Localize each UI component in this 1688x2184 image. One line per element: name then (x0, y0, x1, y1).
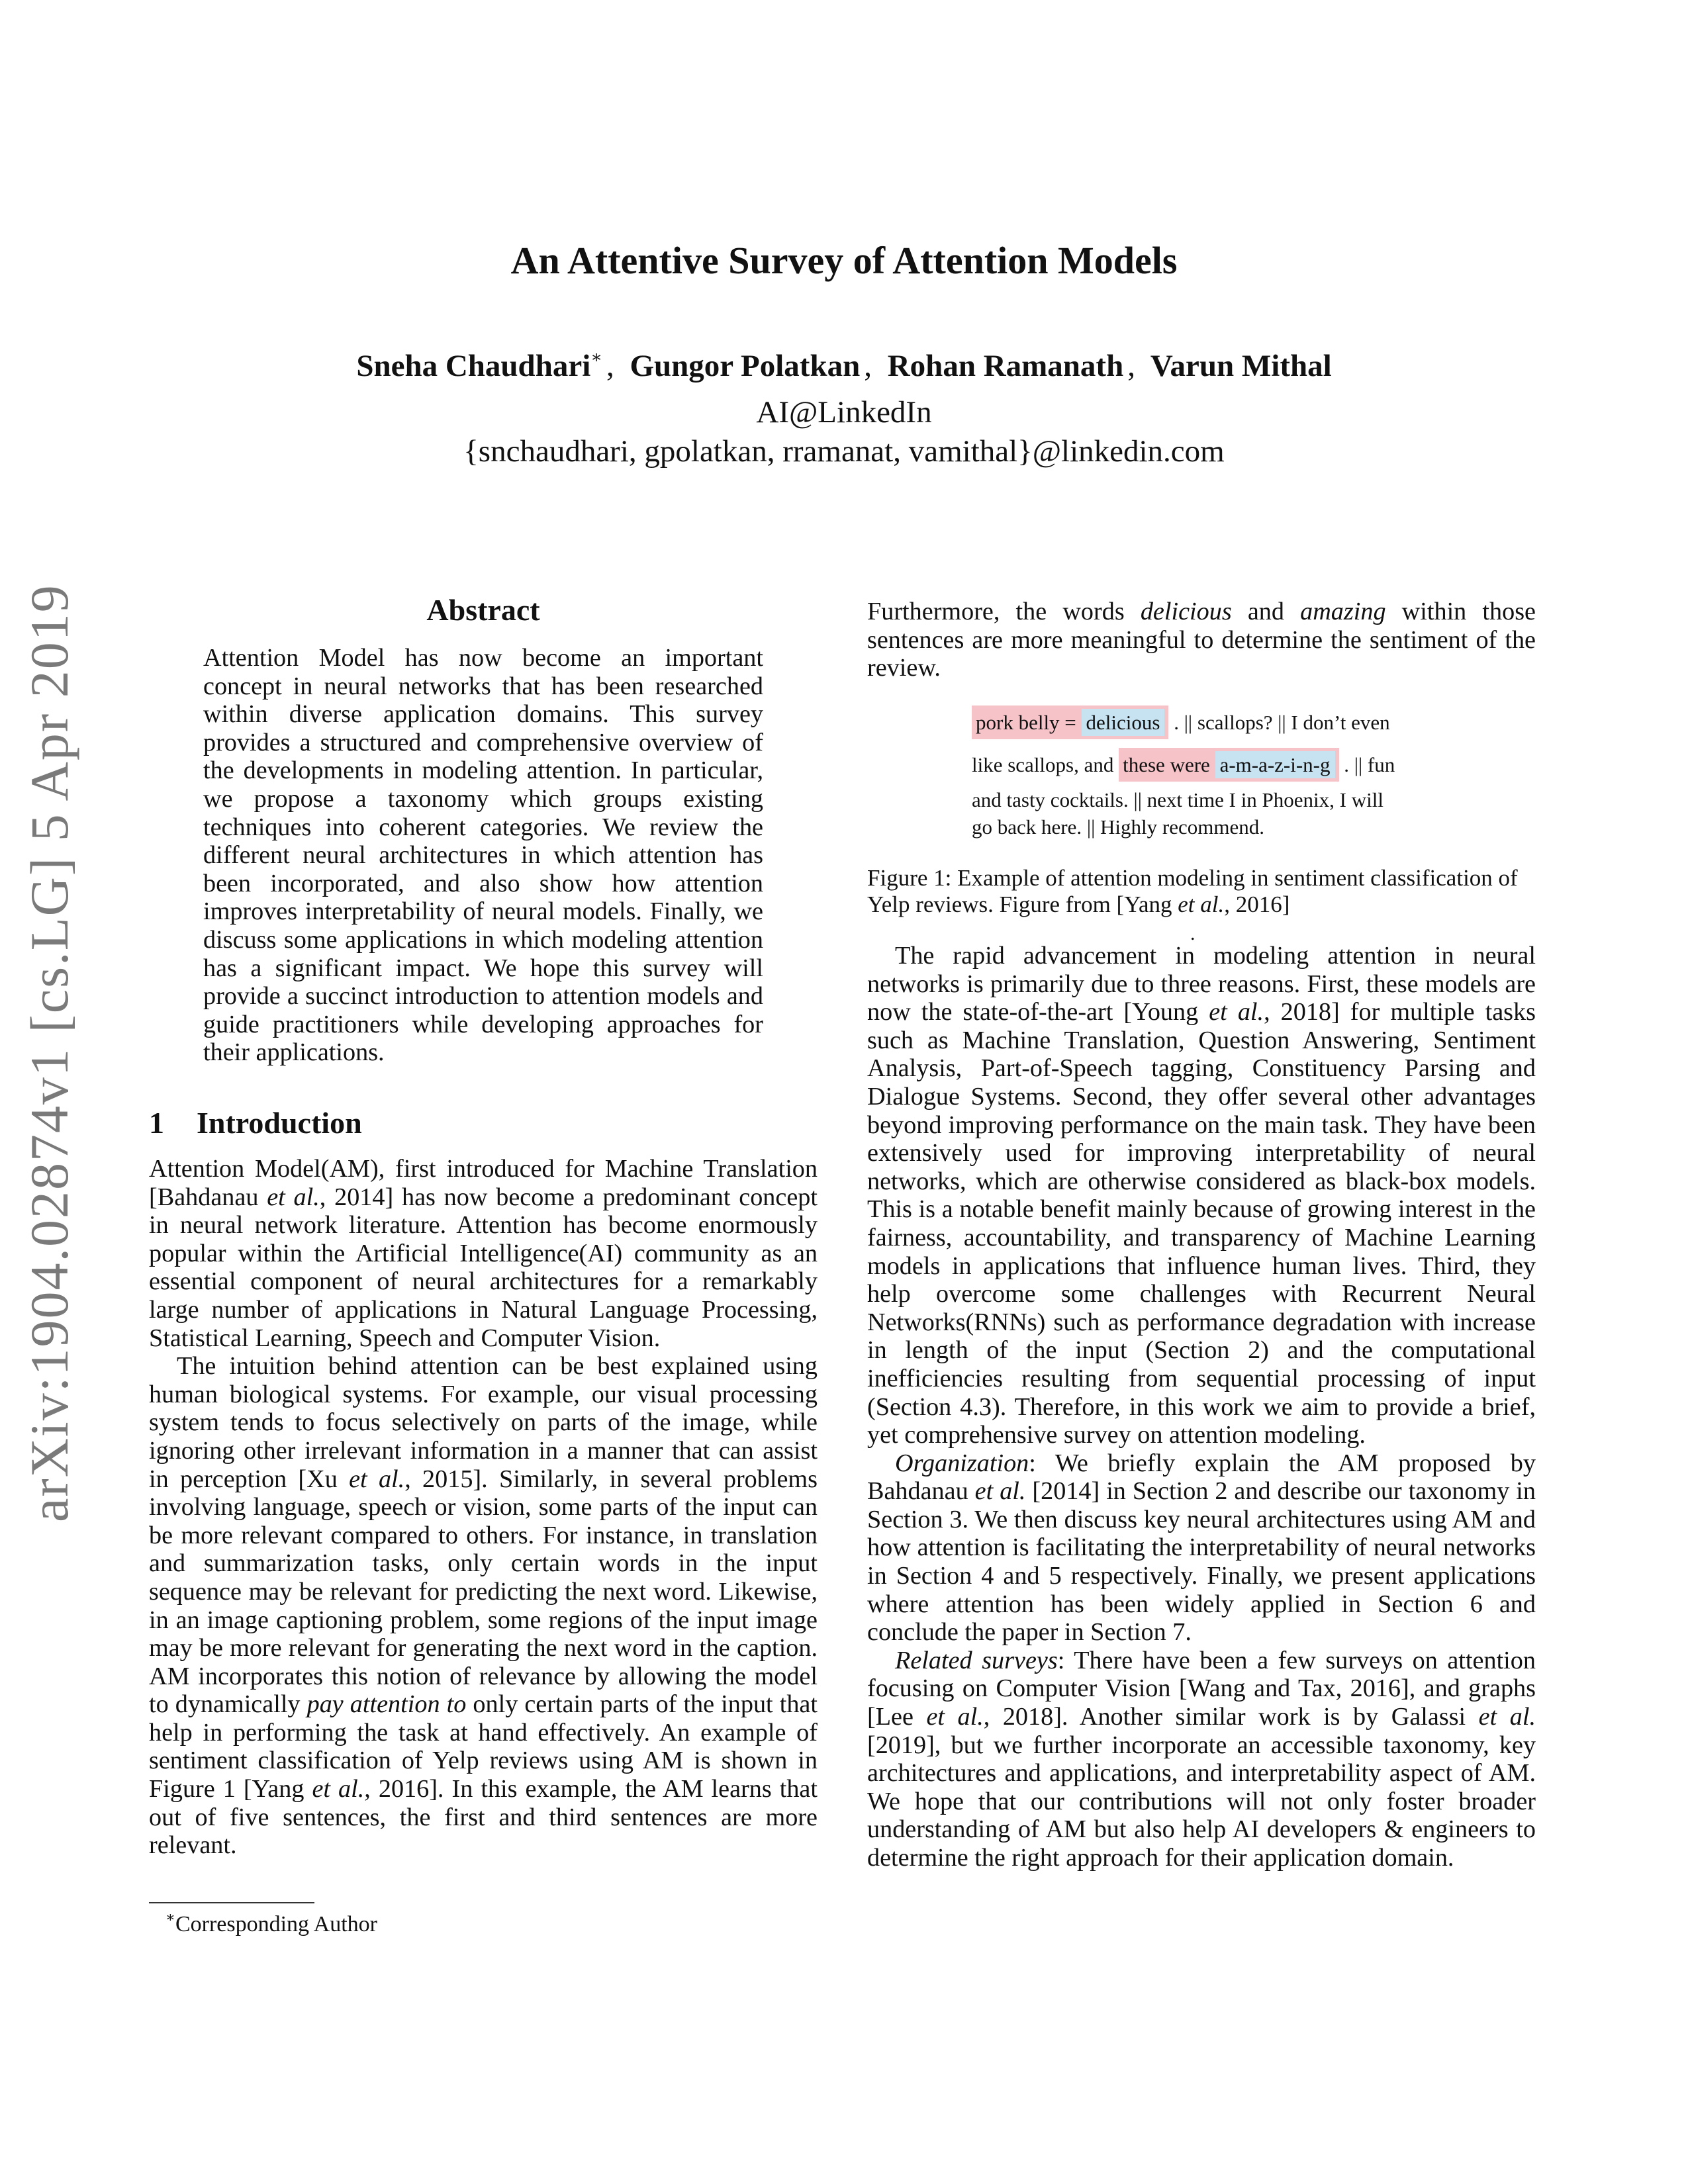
intro-paragraph: The intuition behind attention can be best explained using human biological systems. For example, our visual processing system tends to focus selectively on parts of the image, while ignoring other irrelevant information in a manner that can assist in perception [Xu et al., 2015]. Similarly, in several problems involving language, speech or vision, some parts of the input can be more relevant compared to others. For instance, in translation and summarization tasks, only certain words in the input sequence may be relevant for predicting the next word. Likewise, in an image captioning problem, some regions of the input image may be more relevant for generating the next word in the caption. AM incorporates this notion of relevance by allowing the model to dynamically pay attention to only certain parts of the input that help in performing the task at hand effectively. An example of sentiment classification of Yelp reviews using AM is shown in Figure 1 [Yang et al., 2016]. In this example, the AM learns that out of five sentences, the first and third sentences are more relevant. (149, 1352, 818, 1860)
figure-attention-example (972, 702, 1448, 841)
attention-highlight-word: a-m-a-z-i-n-g (1215, 751, 1335, 778)
stray-dot: . (1190, 923, 1196, 944)
author-name: Varun Mithal (1150, 349, 1332, 383)
intro-paragraph: Attention Model(AM), first introduced for Machine Translation [Bahdanau et al., 2014] has now become a predominant concept in neural network literature. Attention has become enormously popular within the Artificial Intelligence(AI) community as an essential component of neural architectures for a remarkably large number of applications in Natural Language Processing, Statistical Learning, Speech and Computer Vision. (149, 1155, 818, 1352)
right-column-body (867, 942, 1536, 1872)
paper-title: An Attentive Survey of Attention Models (510, 239, 1178, 282)
figure-caption: Figure 1: Example of attention modeling in sentiment classification of Yelp reviews. Figure from [Yang et al., 2016] (867, 865, 1518, 917)
author-name: Sneha Chaudhari (356, 349, 591, 383)
section-heading (149, 1105, 362, 1140)
author-name: Gungor Polatkan (630, 349, 861, 383)
abstract-text: Attention Model has now become an important concept in neural networks that has been researched within diverse application domains. This survey provides a structured and comprehensive overview of the developments in modeling attention. In particular, we propose a taxonomy which groups existing techniques into coherent categories. We review the different neural architectures in which attention has been incorporated, and also show how attention improves interpretability of neural models. Finally, we discuss some applications in which modeling attention has a significant impact. We hope this survey will provide a succinct introduction to attention models and guide practitioners while developing approaches for their applications. (203, 644, 763, 1067)
intro-body (149, 1155, 818, 1860)
author-name: Rohan Ramanath (887, 349, 1124, 383)
attention-highlight-word: delicious (1082, 709, 1165, 736)
section-title: Introduction (197, 1106, 362, 1140)
figure-line: like scallops, and these were a-m-a-z-i-n-g . || fun (972, 744, 1448, 786)
organization-paragraph: Organization: We briefly explain the AM proposed by Bahdanau et al. [2014] in Section 2 and describe our taxonomy in Section 3. We then discuss key neural architectures using AM and how attention is facilitating the interpretability of neural networks in Section 4 and 5 respectively. Finally, we present applications where attention has been widely applied in Section 6 and conclude the paper in Section 7. (867, 1449, 1536, 1647)
figure-line: go back here. || Highly recommend. (972, 815, 1264, 839)
related-surveys-paragraph: Related surveys: There have been a few surveys on attention focusing on Computer Vision [Wang and Tax, 2016], and graphs [Lee et al., 2018]. Another similar work is by Galassi et al. [2019], but we further incorporate an accessible taxonomy, key architectures and applications, and interpretability aspect of AM. We hope that our contributions will not only foster broader understanding of AM but also help AI developers & engineers to determine the right approach for their application domain. (867, 1646, 1536, 1872)
attention-highlight-sentence: pork belly = delicious (972, 705, 1168, 739)
abstract-heading: Abstract (426, 593, 540, 627)
affiliation: AI@LinkedIn (756, 395, 932, 430)
arxiv-stamp: arXiv:1904.02874v1 [cs.LG] 5 Apr 2019 (19, 584, 79, 1522)
body-paragraph: Furthermore, the words delicious and amazing within those sentences are more meaningful to determine the sentiment of the review. (867, 598, 1536, 682)
author-emails: {snchaudhari, gpolatkan, rramanat, vamithal}@linkedin.com (463, 434, 1225, 469)
attention-highlight-sentence: these were a-m-a-z-i-n-g (1119, 748, 1338, 782)
author-list: Sneha Chaudhari∗ , Gungor Polatkan , Rohan Ramanath , Varun Mithal (356, 347, 1332, 383)
figure-line: pork belly = delicious . || scallops? || I don’t even (972, 702, 1448, 744)
body-paragraph: The rapid advancement in modeling attention in neural networks is primarily due to three reasons. First, these models are now the state-of-the-art [Young et al., 2018] for multiple tasks such as Machine Translation, Question Answering, Sentiment Analysis, Part-of-Speech tagging, Constituency Parsing and Dialogue Systems. Second, they offer several other advantages beyond improving performance on the main task. They have been extensively used for improving interpretability of neural networks, which are otherwise considered as black-box models. This is a notable benefit mainly because of growing interest in the fairness, accountability, and transparency of Machine Learning models in applications that influence human lives. Third, they help overcome some challenges with Recurrent Neural Networks(RNNs) such as performance degradation with increase in length of the input (Section 2) and the computational inefficiencies resulting from sequential processing of input (Section 4.3). Therefore, in this work we aim to provide a brief, yet comprehensive survey on attention modeling. (867, 942, 1536, 1449)
footnote-rule (149, 1902, 314, 1903)
section-number: 1 (149, 1106, 164, 1140)
abstract-body (203, 644, 763, 1067)
corresponding-mark: ∗ (590, 347, 602, 367)
figure-line: and tasty cocktails. || next time I in Phoenix, I will (972, 788, 1383, 811)
right-column-intro (867, 598, 1536, 682)
footnote: ∗Corresponding Author (165, 1909, 377, 1936)
